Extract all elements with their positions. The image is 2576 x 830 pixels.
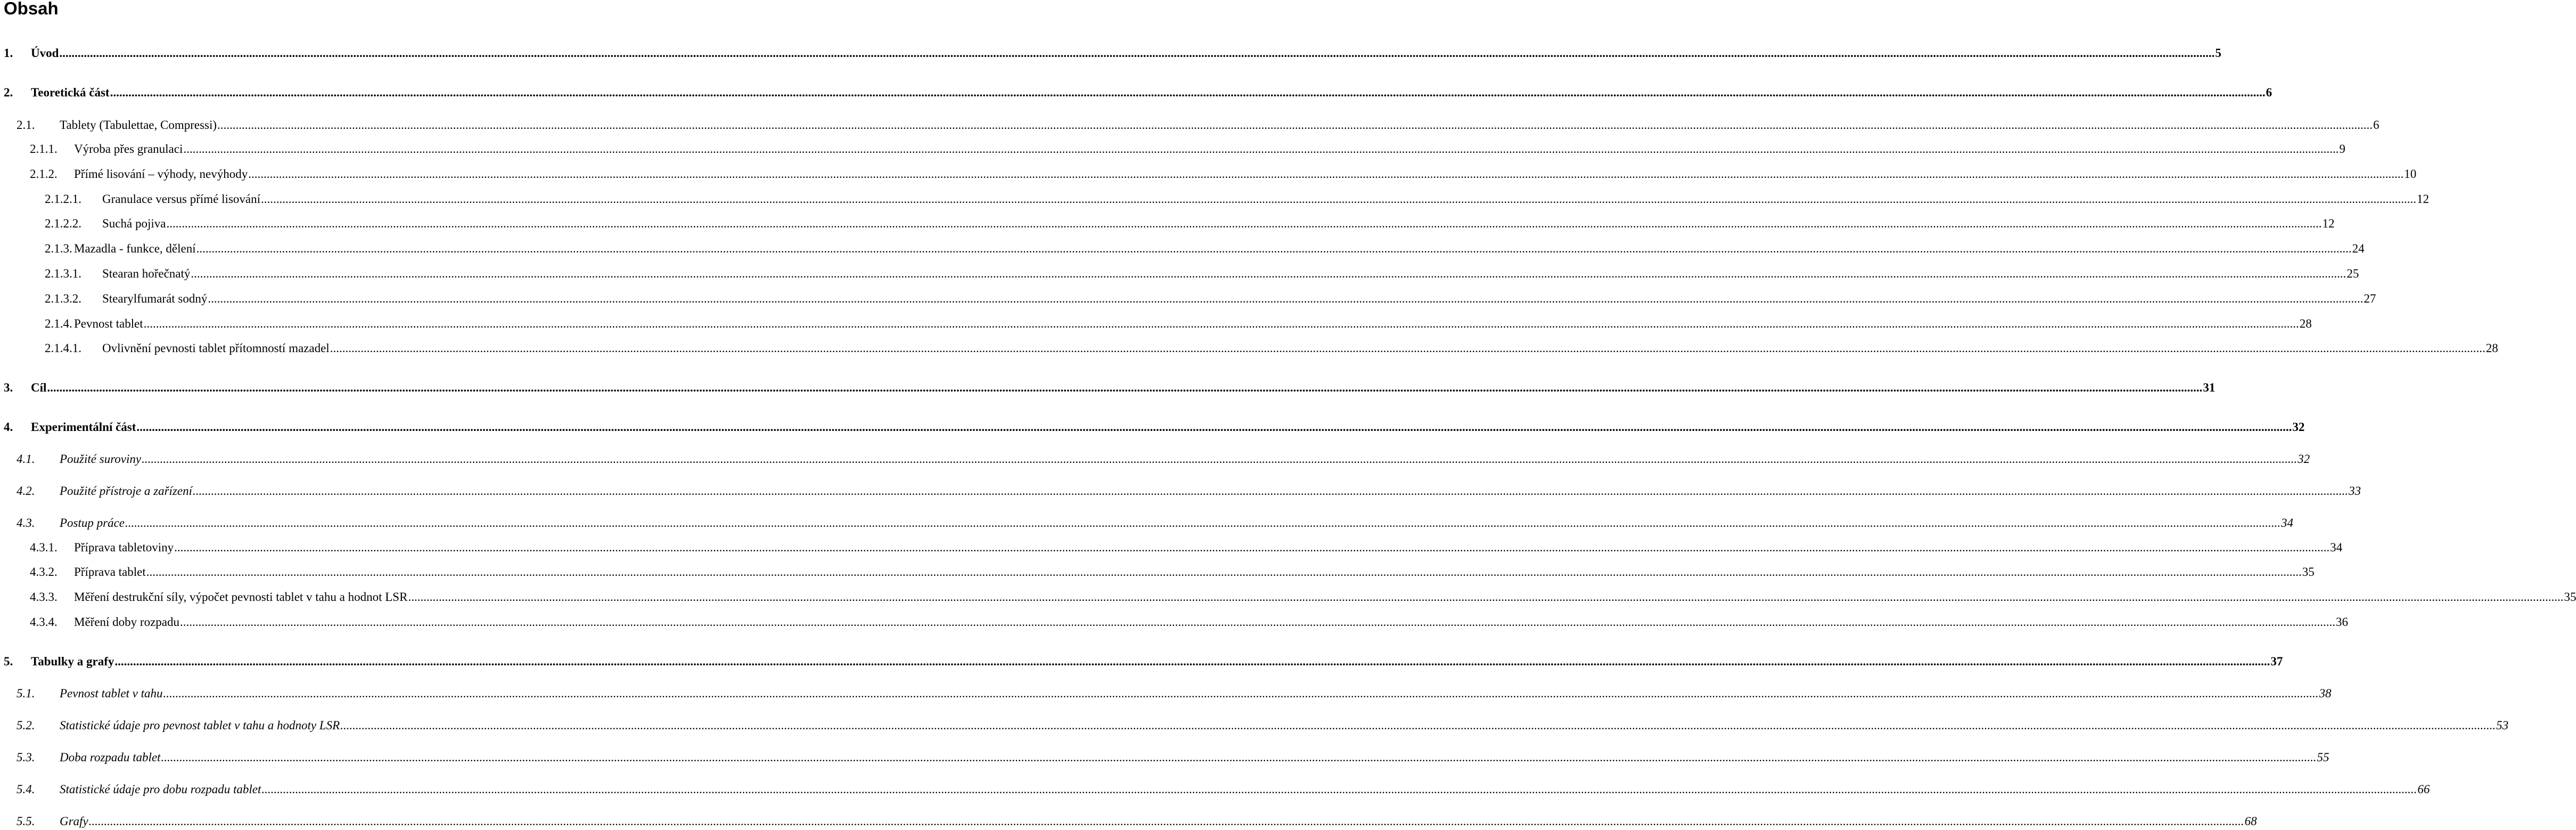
toc-entry-label: Mazadla - funkce, dělení: [74, 242, 196, 255]
toc-entry[interactable]: [0, 749, 2329, 766]
toc-leader-dots: ................................................................................................................................................................................................................................................................................................................................................................................................................................................................................................................................................................................................................................................................................................................................: [163, 687, 2319, 700]
toc-entry-page: 36: [2336, 615, 2348, 629]
toc-entry[interactable]: [0, 685, 2332, 702]
toc-entry[interactable]: [0, 166, 2417, 183]
toc-entry-label: Příprava tablet: [74, 565, 146, 579]
toc-entry-page: 28: [2485, 341, 2498, 355]
toc-entry-number: 4.3.3.: [30, 590, 58, 604]
toc-entry-page: 35: [2302, 565, 2315, 579]
toc-leader-dots: ................................................................................................................................................................................................................................................................................................................................................................................................................................................................................................................................................................................................................................................................................................................................: [88, 815, 2244, 828]
toc-entry-line: [102, 265, 2359, 282]
toc-entry[interactable]: [0, 240, 2365, 257]
toc-entry-label: Experimentální část: [31, 420, 136, 434]
toc-entry[interactable]: [0, 614, 2348, 631]
toc-entry-page: 66: [2417, 783, 2430, 796]
toc-entry-label: Pevnost tablet v tahu: [60, 687, 163, 700]
toc-entry-line: [60, 781, 2430, 798]
toc-entry-line: [102, 340, 2498, 357]
toc-entry-label: Měření destrukční síly, výpočet pevnosti tablet v tahu a hodnot LSR: [74, 590, 408, 604]
toc-entry[interactable]: [0, 265, 2359, 282]
toc-entry[interactable]: [0, 483, 2361, 500]
toc-entry[interactable]: [0, 419, 2305, 436]
toc-leader-dots: ................................................................................................................................................................................................................................................................................................................................................................................................................................................................................................................................................................................................................................................................................................................................: [196, 242, 2352, 255]
toc-entry-page: 34: [2281, 516, 2294, 530]
toc-entry[interactable]: [0, 539, 2343, 556]
toc-entry-page: 38: [2319, 687, 2332, 700]
toc-leader-dots: ................................................................................................................................................................................................................................................................................................................................................................................................................................................................................................................................................................................................................................................................................................................................: [248, 167, 2404, 181]
toc-leader-dots: ................................................................................................................................................................................................................................................................................................................................................................................................................................................................................................................................................................................................................................................................................................................................: [183, 142, 2339, 156]
toc-entry[interactable]: [0, 717, 2509, 734]
toc-entry-label: Statistické údaje pro dobu rozpadu tablet: [60, 783, 261, 796]
toc-entry-line: [74, 315, 2312, 332]
toc-entry-number: 4.3.1.: [30, 541, 58, 554]
toc-entry-label: Výroba přes granulaci: [74, 142, 183, 156]
toc-leader-dots: ................................................................................................................................................................................................................................................................................................................................................................................................................................................................................................................................................................................................................................................................................................................................: [340, 719, 2496, 732]
toc-entry-label: Granulace versus přímé lisování: [102, 192, 260, 206]
toc-entry-number: 5.3.: [17, 751, 35, 764]
toc-entry-line: [102, 290, 2376, 307]
toc-entry-label: Měření doby rozpadu: [74, 615, 179, 629]
toc-entry-page: 5: [2215, 46, 2221, 60]
toc-entry-label: Tabulky a grafy: [31, 655, 114, 668]
toc-entry-label: Postup práce: [60, 516, 125, 530]
toc-entry-label: Příprava tabletoviny: [74, 541, 174, 554]
toc-entry-line: [60, 685, 2332, 702]
toc-entry-line: [74, 539, 2343, 556]
toc-entry-label: Suchá pojiva: [102, 217, 166, 230]
toc-entry-page: 33: [2348, 484, 2361, 498]
toc-entry-line: [31, 45, 2221, 62]
toc-leader-dots: ................................................................................................................................................................................................................................................................................................................................................................................................................................................................................................................................................................................................................................................................................................................................: [47, 381, 2203, 394]
toc-entry-line: [60, 749, 2329, 766]
toc-leader-dots: ................................................................................................................................................................................................................................................................................................................................................................................................................................................................................................................................................................................................................................................................................................................................: [217, 118, 2373, 132]
toc-entry-line: [31, 653, 2283, 670]
toc-entry[interactable]: [0, 45, 2221, 62]
toc-entry-page: 32: [2292, 420, 2305, 434]
toc-leader-dots: ................................................................................................................................................................................................................................................................................................................................................................................................................................................................................................................................................................................................................................................................................................................................: [136, 420, 2292, 434]
toc-entry-line: [60, 483, 2361, 500]
toc-entry-number: 4.3.: [17, 516, 35, 530]
toc-entry[interactable]: [0, 117, 2380, 134]
toc-entry-line: [74, 141, 2345, 158]
toc-entry-page: 25: [2347, 267, 2359, 280]
toc-entry-number: 2.1.2.: [30, 167, 58, 181]
toc-entry-number: 2.: [4, 86, 13, 99]
toc-entry-number: 2.1.3.2.: [45, 292, 81, 305]
toc-leader-dots: ................................................................................................................................................................................................................................................................................................................................................................................................................................................................................................................................................................................................................................................................................................................................: [142, 452, 2298, 466]
toc-entry-label: Použité suroviny: [60, 452, 142, 466]
toc-leader-dots: ................................................................................................................................................................................................................................................................................................................................................................................................................................................................................................................................................................................................................................................................................................................................: [261, 192, 2416, 206]
toc-entry[interactable]: [0, 451, 2310, 468]
toc-leader-dots: ................................................................................................................................................................................................................................................................................................................................................................................................................................................................................................................................................................................................................................................................................................................................: [261, 783, 2417, 796]
toc-leader-dots: ................................................................................................................................................................................................................................................................................................................................................................................................................................................................................................................................................................................................................................................................................................................................: [166, 217, 2322, 230]
toc-entry-page: 55: [2317, 751, 2329, 764]
toc-entry-page: 24: [2352, 242, 2365, 255]
toc-entry-page: 35: [2564, 590, 2576, 604]
toc-entry-number: 5.1.: [17, 687, 35, 700]
toc-entry-line: [31, 419, 2305, 436]
toc-leader-dots: ................................................................................................................................................................................................................................................................................................................................................................................................................................................................................................................................................................................................................................................................................................................................: [59, 46, 2215, 60]
toc-entry[interactable]: [0, 781, 2430, 798]
toc-entry-line: [60, 717, 2509, 734]
toc-leader-dots: ................................................................................................................................................................................................................................................................................................................................................................................................................................................................................................................................................................................................................................................................................................................................: [110, 86, 2266, 99]
toc-entry-number: 4.2.: [17, 484, 35, 498]
toc-entry-label: Úvod: [31, 46, 59, 60]
toc-entry-line: [60, 451, 2310, 468]
toc-entry-page: 37: [2270, 655, 2283, 668]
toc-entry-number: 3.: [4, 381, 13, 394]
toc-leader-dots: ................................................................................................................................................................................................................................................................................................................................................................................................................................................................................................................................................................................................................................................................................................................................: [408, 590, 2564, 604]
toc-entry-line: [74, 614, 2348, 631]
toc-entry-number: 2.1.4.: [45, 317, 72, 330]
toc-entry-page: 12: [2322, 217, 2335, 230]
toc-entry-page: 32: [2298, 452, 2310, 466]
toc-entry-number: 2.1.1.: [30, 142, 58, 156]
toc-entry[interactable]: [0, 379, 2216, 396]
toc-entry-label: Grafy: [60, 815, 88, 828]
toc-entry-line: [60, 813, 2257, 830]
toc-entry-page: 10: [2404, 167, 2417, 181]
toc-entry-number: 2.1.3.: [45, 242, 72, 255]
toc-leader-dots: ................................................................................................................................................................................................................................................................................................................................................................................................................................................................................................................................................................................................................................................................................................................................: [208, 292, 2364, 305]
toc-leader-dots: ................................................................................................................................................................................................................................................................................................................................................................................................................................................................................................................................................................................................................................................................................................................................: [143, 317, 2299, 330]
toc-entry-line: [102, 191, 2429, 208]
toc-entry-line: [31, 379, 2216, 396]
toc-entry-label: Přímé lisování – výhody, nevýhody: [74, 167, 248, 181]
toc-entry-line: [74, 240, 2365, 257]
toc-entry-number: 2.1.3.1.: [45, 267, 81, 280]
toc-entry-number: 5.: [4, 655, 13, 668]
toc-entry-page: 6: [2266, 86, 2273, 99]
toc-entry-line: [74, 166, 2417, 183]
toc-leader-dots: ................................................................................................................................................................................................................................................................................................................................................................................................................................................................................................................................................................................................................................................................................................................................: [330, 341, 2485, 355]
toc-leader-dots: ................................................................................................................................................................................................................................................................................................................................................................................................................................................................................................................................................................................................................................................................................................................................: [161, 751, 2317, 764]
toc-leader-dots: ................................................................................................................................................................................................................................................................................................................................................................................................................................................................................................................................................................................................................................................................................................................................: [114, 655, 2270, 668]
toc-entry-page: 53: [2496, 719, 2509, 732]
toc-entry-number: 2.1.2.2.: [45, 217, 81, 230]
toc-entry[interactable]: [0, 340, 2498, 357]
toc-entry-number: 5.5.: [17, 815, 35, 828]
toc-entry-line: [74, 564, 2315, 581]
toc-entry-number: 4.3.4.: [30, 615, 58, 629]
toc-entry-page: 6: [2373, 118, 2380, 132]
toc-entry-label: Stearylfumarát sodný: [102, 292, 208, 305]
toc-leader-dots: ................................................................................................................................................................................................................................................................................................................................................................................................................................................................................................................................................................................................................................................................................................................................: [191, 267, 2347, 280]
toc-leader-dots: ................................................................................................................................................................................................................................................................................................................................................................................................................................................................................................................................................................................................................................................................................................................................: [192, 484, 2348, 498]
toc-entry[interactable]: [0, 515, 2294, 532]
toc-entry[interactable]: [0, 290, 2376, 307]
toc-entry-label: Teoretická část: [31, 86, 110, 99]
toc-entry-number: 2.1.4.1.: [45, 341, 81, 355]
toc-entry-page: 28: [2299, 317, 2312, 330]
toc-entry[interactable]: [0, 653, 2283, 670]
toc-entry-line: [102, 215, 2335, 232]
toc-entry-label: Ovlivnění pevnosti tablet přítomností mazadel: [102, 341, 330, 355]
toc-entry-number: 2.1.2.1.: [45, 192, 81, 206]
toc-entry-number: 1.: [4, 46, 13, 60]
toc-entry-page: 31: [2203, 381, 2216, 394]
toc-entry-line: [60, 117, 2380, 134]
toc-leader-dots: ................................................................................................................................................................................................................................................................................................................................................................................................................................................................................................................................................................................................................................................................................................................................: [174, 541, 2330, 554]
toc-entry[interactable]: [0, 589, 2576, 606]
toc-entry[interactable]: [0, 215, 2335, 232]
toc-entry-line: [60, 515, 2294, 532]
toc-leader-dots: ................................................................................................................................................................................................................................................................................................................................................................................................................................................................................................................................................................................................................................................................................................................................: [125, 516, 2281, 530]
toc-entry-page: 27: [2364, 292, 2376, 305]
toc-entry[interactable]: [0, 191, 2429, 208]
toc-entry-label: Použité přístroje a zařízení: [60, 484, 192, 498]
toc-entry[interactable]: [0, 813, 2257, 830]
toc-entry-number: 4.1.: [17, 452, 35, 466]
toc-entry-label: Pevnost tablet: [74, 317, 143, 330]
toc-entry[interactable]: [0, 84, 2273, 101]
toc-entry-number: 4.3.2.: [30, 565, 58, 579]
toc-entry[interactable]: [0, 564, 2315, 581]
toc-entry[interactable]: [0, 315, 2312, 332]
toc-leader-dots: ................................................................................................................................................................................................................................................................................................................................................................................................................................................................................................................................................................................................................................................................................................................................: [180, 615, 2335, 629]
toc-leader-dots: ................................................................................................................................................................................................................................................................................................................................................................................................................................................................................................................................................................................................................................................................................................................................: [146, 565, 2302, 579]
toc-entry-number: 5.4.: [17, 783, 35, 796]
toc-entry-page: 68: [2244, 815, 2257, 828]
toc-entry-label: Tablety (Tabulettae, Compressi): [60, 118, 217, 132]
toc-entry-line: [31, 84, 2273, 101]
toc-entry-label: Cíl: [31, 381, 47, 394]
toc-entry-label: Stearan hořečnatý: [102, 267, 191, 280]
toc-entry[interactable]: [0, 141, 2345, 158]
toc-entry-number: 5.2.: [17, 719, 35, 732]
toc-entry-page: 9: [2339, 142, 2345, 156]
toc-entry-page: 34: [2330, 541, 2343, 554]
toc-entry-page: 12: [2417, 192, 2429, 206]
toc-entry-label: Doba rozpadu tablet: [60, 751, 161, 764]
toc-entry-line: [74, 589, 2576, 606]
toc-entry-number: 2.1.: [17, 118, 35, 132]
toc-entry-label: Statistické údaje pro pevnost tablet v tahu a hodnoty LSR: [60, 719, 340, 732]
toc-entry-number: 4.: [4, 420, 13, 434]
page-title: Obsah: [4, 0, 59, 18]
